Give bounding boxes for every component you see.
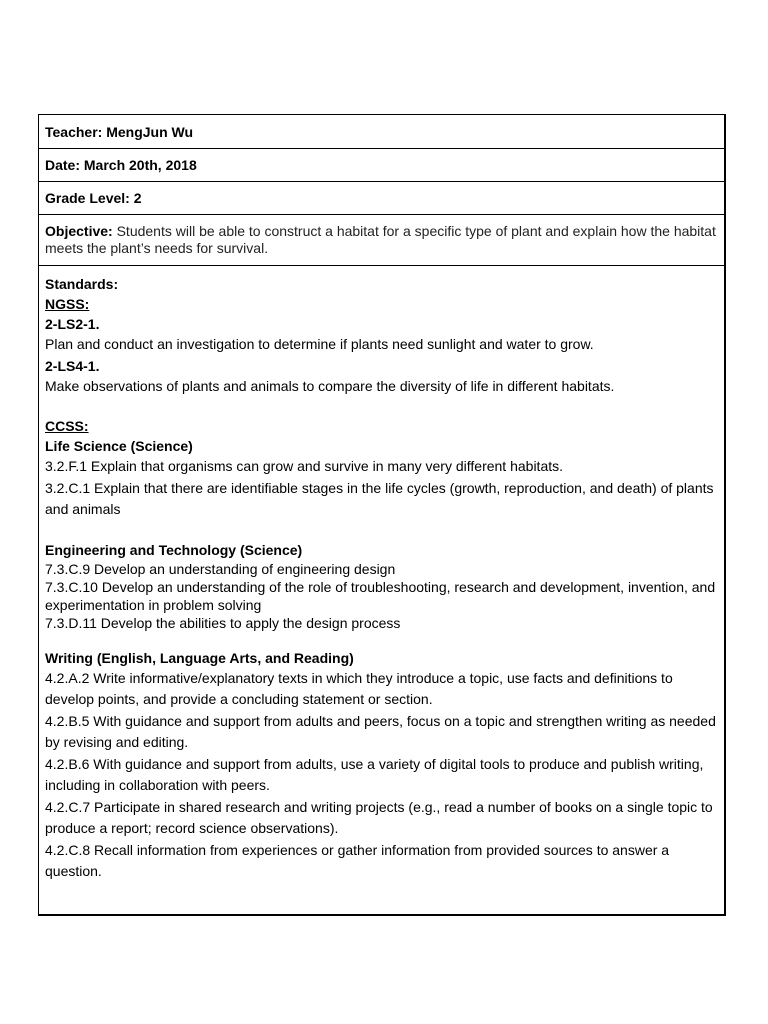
spacer bbox=[45, 397, 718, 416]
date-label: Date: March 20th, 2018 bbox=[45, 157, 197, 173]
ngss-code: 2-LS4-1. bbox=[45, 357, 100, 374]
ngss-code: 2-LS2-1. bbox=[45, 316, 100, 332]
teacher-label: Teacher: MengJun Wu bbox=[45, 123, 194, 140]
standard-item: 4.2.B.5 With guidance and support from adults and peers, focus on a topic and strengthen writing as needed by revising and editing. bbox=[45, 712, 716, 750]
standard-item: 4.2.C.7 Participate in shared research and writing projects (e.g., read a number of books on a single topic to produce a report; record science observations). bbox=[45, 798, 713, 836]
grade-label: Grade Level: 2 bbox=[45, 190, 142, 206]
standard-item: 4.2.C.8 Recall information from experiences or gather information from provided sources to answer a question. bbox=[45, 841, 670, 879]
objective-label: Objective: bbox=[45, 223, 113, 239]
standards-row bbox=[39, 266, 724, 914]
ngss-text: Make observations of plants and animals to compare the diversity of life in different habitats. bbox=[45, 377, 615, 394]
lesson-plan-table bbox=[38, 114, 726, 916]
life-science-title: Life Science (Science) bbox=[45, 438, 193, 454]
grade-row bbox=[39, 182, 724, 215]
standard-item: 3.2.C.1 Explain that there are identifiable stages in the life cycles (growth, reproduction, and death) of plants and animals bbox=[45, 479, 714, 517]
standard-item: 7.3.C.10 Develop an understanding of the role of troubleshooting, research and development, invention, and experimentation in problem solving bbox=[45, 578, 716, 613]
standard-item: 7.3.D.11 Develop the abilities to apply the design process bbox=[45, 614, 401, 631]
spacer bbox=[45, 521, 718, 540]
ccss-heading: CCSS: bbox=[45, 418, 89, 434]
objective-row bbox=[39, 215, 724, 266]
ngss-heading: NGSS: bbox=[45, 296, 90, 312]
teacher-row bbox=[39, 115, 724, 149]
ngss-text: Plan and conduct an investigation to determine if plants need sunlight and water to grow. bbox=[45, 336, 594, 352]
objective-text: Students will be able to construct a habitat for a specific type of plant and explain how the habitat meets the plant’s needs for survival. bbox=[45, 223, 716, 256]
standard-item: 3.2.F.1 Explain that organisms can grow and survive in many very different habitats. bbox=[45, 458, 564, 474]
standard-item: 4.2.A.2 Write informative/explanatory texts in which they introduce a topic, use facts and definitions to develop points, and provide a concluding statement or section. bbox=[45, 669, 673, 707]
writing-title: Writing (English, Language Arts, and Reading) bbox=[45, 649, 354, 666]
standard-item: 4.2.B.6 With guidance and support from adults, use a variety of digital tools to produce and publish writing, including in collaboration with peers. bbox=[45, 755, 704, 793]
spacer bbox=[45, 632, 718, 648]
date-row bbox=[39, 149, 724, 182]
engineering-title: Engineering and Technology (Science) bbox=[45, 541, 303, 558]
standards-title: Standards: bbox=[45, 276, 119, 292]
standard-item: 7.3.C.9 Develop an understanding of engineering design bbox=[45, 560, 396, 577]
